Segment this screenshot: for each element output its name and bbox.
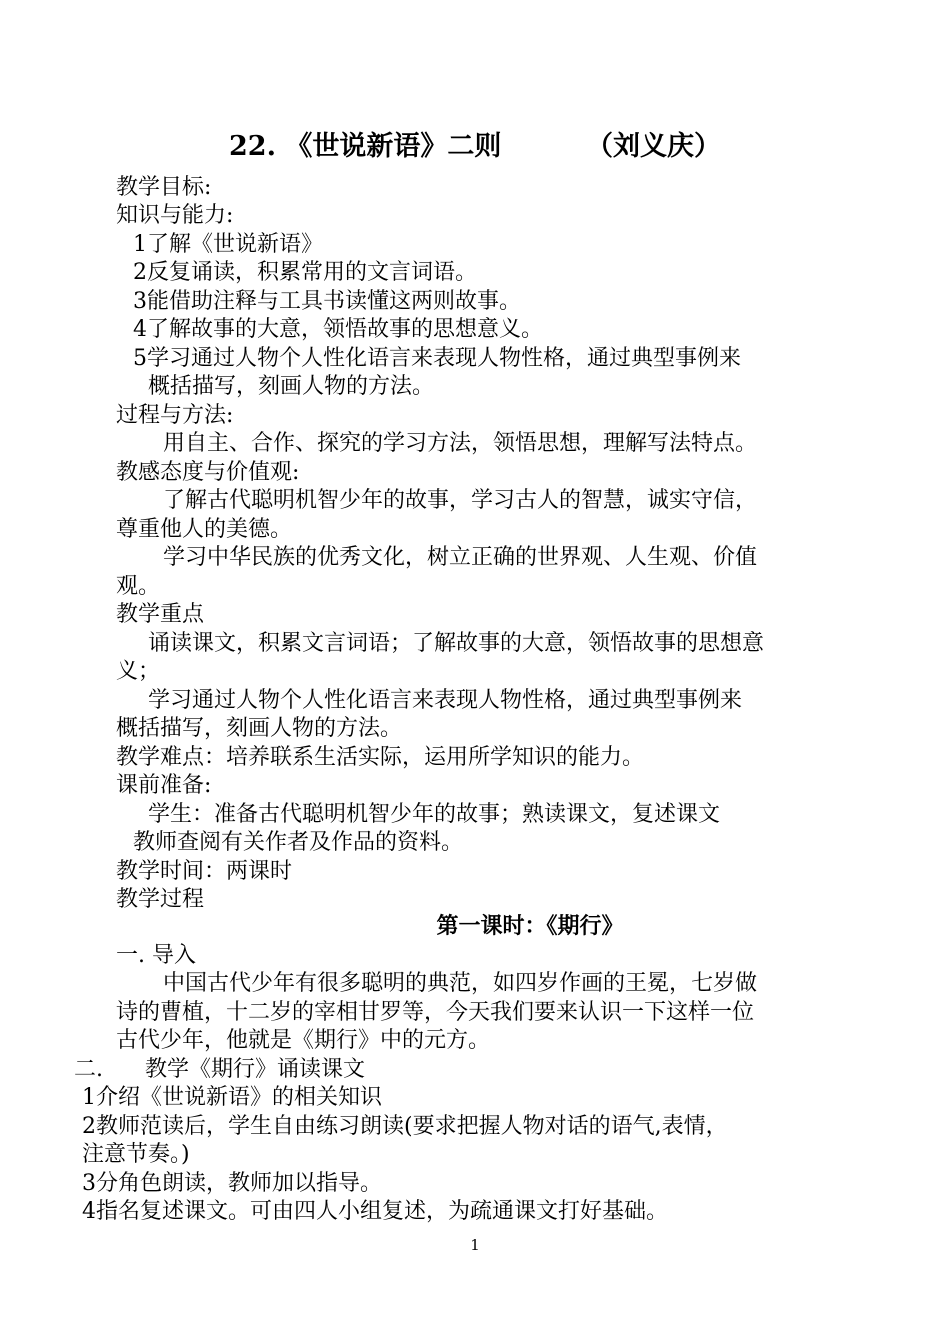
- text-line: 4了解故事的大意，领悟故事的思想意义。: [133, 317, 543, 342]
- text-line: 教感态度与价值观:: [116, 460, 300, 485]
- text-line: 古代少年，他就是《期行》中的元方。: [116, 1028, 491, 1053]
- text-line: 课前准备:: [116, 773, 212, 798]
- text-line: 5学习通过人物个人性化语言来表现人物性格，通过典型事例来: [133, 346, 741, 371]
- text-line: 教学重点: [116, 602, 205, 627]
- text-line: 2教师范读后，学生自由练习朗读(要求把握人物对话的语气,表情，: [82, 1114, 728, 1139]
- text-line: 教学过程: [116, 887, 205, 912]
- text-line: 过程与方法:: [116, 403, 234, 428]
- text-line: 了解古代聪明机智少年的故事，学习古人的智慧，诚实守信，: [163, 488, 758, 513]
- text-line: 二. 教学《期行》诵读课文: [74, 1057, 365, 1082]
- text-line: 学生：准备古代聪明机智少年的故事；熟读课文，复述课文: [148, 802, 721, 827]
- text-line: 用自主、合作、探究的学习方法，领悟思想，理解写法特点。: [163, 431, 758, 456]
- document-title: 22. 《世说新语》二则 （刘义庆）: [229, 131, 721, 162]
- page-number: 1: [470, 1236, 480, 1254]
- text-line: 教学目标:: [116, 175, 212, 200]
- text-line: 3分角色朗读，教师加以指导。: [82, 1171, 382, 1196]
- text-line: 3能借助注释与工具书读懂这两则故事。: [133, 289, 521, 314]
- text-line: 教师查阅有关作者及作品的资料。: [133, 830, 464, 855]
- text-line: 中国古代少年有很多聪明的典范，如四岁作画的王冕，七岁做: [163, 971, 758, 996]
- text-line: 尊重他人的美德。: [116, 517, 293, 542]
- text-line: 诵读课文，积累文言词语；了解故事的大意，领悟故事的思想意: [148, 631, 765, 656]
- text-line: 诗的曹植，十二岁的宰相甘罗等，今天我们要来认识一下这样一位: [116, 1000, 755, 1025]
- text-line: 教学难点：培养联系生活实际，运用所学知识的能力。: [116, 745, 645, 770]
- section-heading: 第一课时：《期行》: [436, 913, 624, 939]
- text-line: 概括描写，刻画人物的方法。: [116, 716, 403, 741]
- text-line: 学习中华民族的优秀文化，树立正确的世界观、人生观、价值: [163, 545, 758, 570]
- text-line: 一. 导入: [116, 943, 196, 968]
- text-line: 1了解《世说新语》: [133, 232, 323, 257]
- text-line: 1介绍《世说新语》的相关知识: [82, 1085, 382, 1110]
- text-line: 观。: [116, 574, 161, 599]
- text-line: 知识与能力:: [116, 203, 234, 228]
- text-line: 概括描写，刻画人物的方法。: [148, 374, 435, 399]
- text-line: 教学时间：两课时: [116, 859, 293, 884]
- text-line: 学习通过人物个人性化语言来表现人物性格，通过典型事例来: [148, 688, 743, 713]
- text-line: 2反复诵读，积累常用的文言词语。: [133, 260, 477, 285]
- text-line: 注意节奏。): [82, 1142, 190, 1167]
- text-line: 4指名复述课文。可由四人小组复述，为疏通课文打好基础。: [82, 1199, 668, 1224]
- text-line: 义；: [116, 659, 161, 684]
